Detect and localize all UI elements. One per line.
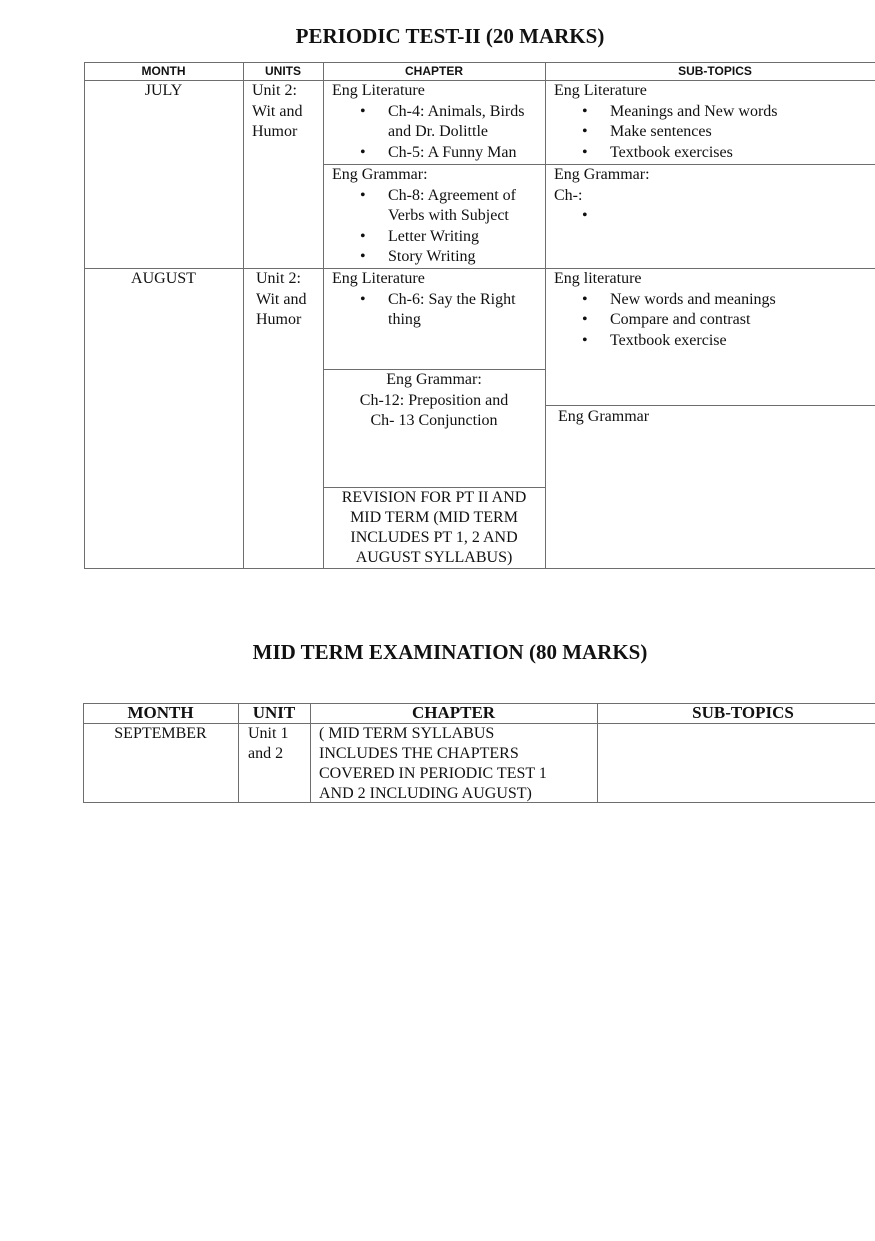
chapter-line: Ch-12: Preposition and — [359, 391, 509, 409]
month-july: JULY — [144, 82, 183, 99]
list-item-text: Verbs with Subject — [388, 207, 509, 225]
subtopics-july-literature — [554, 81, 874, 163]
list-item — [332, 143, 544, 164]
list-item: • Textbook exercises — [554, 143, 874, 164]
section-heading: Eng Grammar: — [554, 166, 650, 183]
subtopics-july-grammar — [554, 165, 874, 227]
chapter-july-grammar — [332, 165, 544, 268]
column-divider-1 — [243, 62, 244, 569]
revision-line: MID TERM (MID TERM — [350, 509, 518, 526]
periodic-test-title: PERIODIC TEST-II (20 MARKS) — [295, 24, 605, 48]
section-heading: Eng Literature — [332, 82, 425, 99]
section-heading: Eng Literature — [332, 270, 425, 287]
list-item-text: • Ch-5: A Funny Man — [388, 143, 517, 161]
header-units: UNITS — [265, 64, 301, 78]
header-sub-topics: SUB-TOPICS — [678, 64, 752, 78]
header-month: MONTH — [127, 703, 194, 722]
list-item: • Textbook exercise — [554, 331, 874, 352]
revision-line: INCLUDES PT 1, 2 AND — [350, 529, 518, 546]
header-sub-topics: SUB-TOPICS — [692, 703, 794, 722]
header-month: MONTH — [141, 64, 186, 78]
column-divider-3 — [545, 62, 546, 569]
unit-line: Unit 2: — [256, 270, 301, 287]
august-subtopic-divider — [545, 405, 875, 406]
section-heading: Eng literature — [554, 270, 642, 287]
table-border-left — [84, 62, 85, 569]
chapter-placeholder: Ch-: — [554, 186, 583, 204]
header-unit: UNIT — [252, 703, 296, 722]
header-chapter: CHAPTER — [411, 703, 496, 722]
list-item — [332, 186, 544, 227]
unit-august — [256, 269, 322, 331]
list-item: • New words and meanings — [554, 290, 874, 311]
header-chapter: CHAPTER — [404, 64, 463, 78]
list-item-text: • Ch-4: Animals, Birds — [388, 102, 525, 120]
list-item — [332, 102, 544, 143]
month-august: AUGUST — [131, 270, 196, 287]
list-item: • Make sentences — [554, 122, 874, 143]
list-item — [332, 227, 544, 248]
unit-line: and 2 — [248, 745, 284, 762]
chapter-august-grammar — [323, 370, 545, 432]
subtopics-august-grammar: Eng Grammar — [558, 408, 650, 425]
subtopics-august-literature — [554, 269, 874, 351]
chapter-line: AND 2 INCLUDING AUGUST) — [319, 785, 532, 802]
list-item: • Meanings and New words — [554, 102, 874, 123]
table-border-bottom — [84, 568, 875, 569]
empty-list-item — [554, 206, 874, 227]
mid-term-title: MID TERM EXAMINATION (80 MARKS) — [252, 640, 648, 664]
unit-line: Humor — [256, 311, 302, 329]
list-item-text: and Dr. Dolittle — [388, 123, 488, 141]
list-item-text: • Ch-8: Agreement of — [388, 186, 516, 204]
month-september: SEPTEMBER — [114, 725, 207, 742]
section-heading: Eng Grammar: — [332, 166, 428, 183]
chapter-line: ( MID TERM SYLLABUS — [319, 725, 495, 742]
chapter-july-literature — [332, 81, 544, 163]
list-item-text: • Story Writing — [388, 248, 476, 266]
revision-line: AUGUST SYLLABUS) — [355, 549, 513, 566]
unit-line: Humor — [252, 123, 298, 141]
unit-line: Wit and — [252, 102, 303, 120]
list-item — [332, 247, 544, 268]
chapter-august-revision — [323, 488, 545, 568]
list-item-text: • Ch-6: Say the Right — [388, 290, 516, 308]
list-item: • Compare and contrast — [554, 310, 874, 331]
revision-line: REVISION FOR PT II AND — [341, 489, 527, 506]
list-item — [332, 290, 544, 331]
list-item-text: thing — [388, 311, 421, 329]
chapter-line: INCLUDES THE CHAPTERS — [319, 745, 519, 762]
chapter-line: Ch- 13 Conjunction — [370, 412, 498, 430]
unit-line: Unit 1 — [248, 725, 289, 742]
chapter-august-literature — [332, 269, 544, 331]
chapter-line: COVERED IN PERIODIC TEST 1 — [319, 765, 547, 782]
unit-july — [252, 81, 322, 143]
unit-line: Unit 2: — [252, 82, 297, 99]
section-heading: Eng Grammar: — [386, 371, 482, 388]
section-heading: Eng Literature — [554, 82, 647, 99]
list-item-text: • Letter Writing — [388, 227, 480, 245]
unit-september — [248, 724, 310, 764]
unit-line: Wit and — [256, 290, 307, 308]
chapter-september — [319, 724, 597, 804]
